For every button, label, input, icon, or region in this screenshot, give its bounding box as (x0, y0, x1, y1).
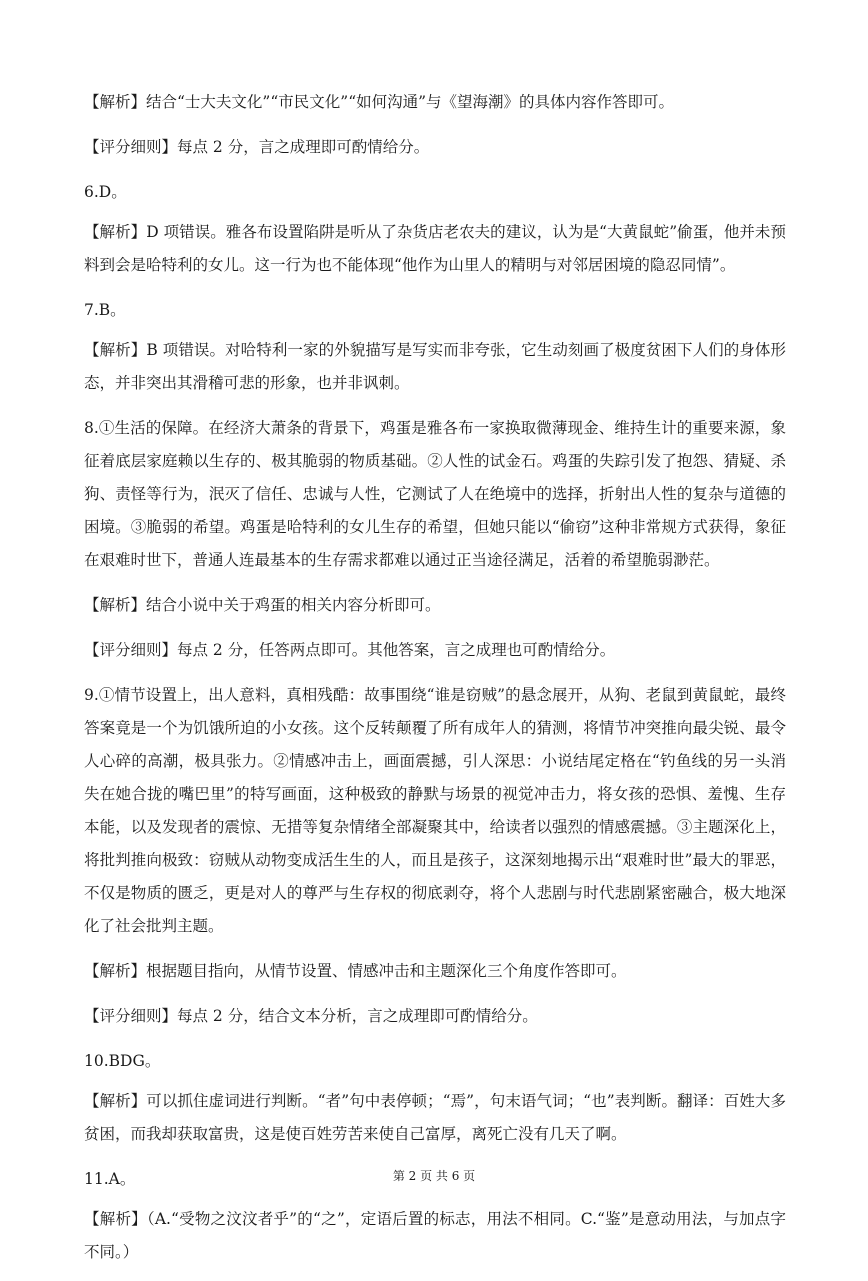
answer-paragraph: 【解析】可以抓住虚词进行判断。“者”句中表停顿；“焉”，句末语气词；“也”表判断。翻译：百姓大多贫困，而我却获取富贵，这是使百姓劳苦来使自己富厚，离死亡没有几天了啊。 (84, 1092, 786, 1143)
answer-paragraph: 【解析】B 项错误。对哈特利一家的外貌描写是写实而非夸张，它生动刻画了极度贫困下人们的身体形态，并非突出其滑稽可悲的形象，也并非讽刺。 (84, 341, 786, 392)
answer-paragraph: 【解析】结合小说中关于鸡蛋的相关内容分析即可。 (84, 596, 441, 614)
document-content (84, 86, 786, 1281)
answer-paragraph: 【评分细则】每点 2 分，任答两点即可。其他答案，言之成理也可酌情给分。 (84, 641, 616, 659)
answer-paragraph: 【解析】根据题目指向，从情节设置、情感冲击和主题深化三个角度作答即可。 (84, 962, 627, 980)
answer-paragraph: 9.①情节设置上，出人意料，真相残酷：故事围绕“谁是窃贼”的悬念展开，从狗、老鼠到黄鼠蛇，最终答案竟是一个为饥饿所迫的小女孩。这个反转颠覆了所有成年人的猜测，将情节冲突推向最尖锐、最令人心碎的高潮，极具张力。②情感冲击上，画面震撼，引人深思：小说结尾定格在“钓鱼线的另一头消失在她合拢的嘴巴里”的特写画面，这种极致的静默与场景的视觉冲击力，将女孩的恐惧、羞愧、生存本能，以及发现者的震惊、无措等复杂情绪全部凝聚其中，给读者以强烈的情感震撼。③主题深化上，将批判推向极致：窃贼从动物变成活生生的人，而且是孩子，这深刻地揭示出“艰难时世”最大的罪恶，不仅是物质的匮乏，更是对人的尊严与生存权的彻底剥夺，将个人悲剧与时代悲剧紧密融合，极大地深化了社会批判主题。 (84, 686, 786, 935)
answer-paragraph: 【评分细则】每点 2 分，结合文本分析，言之成理即可酌情给分。 (84, 1007, 538, 1025)
question-number: 10.BDG。 (84, 1052, 161, 1070)
question-number: 11.A。 (84, 1170, 136, 1188)
answer-paragraph: 【评分细则】每点 2 分，言之成理即可酌情给分。 (84, 138, 430, 156)
question-number: 6.D。 (84, 183, 127, 201)
answer-paragraph: 8.①生活的保障。在经济大萧条的背景下，鸡蛋是雅各布一家换取微薄现金、维持生计的重要来源，象征着底层家庭赖以生存的、极其脆弱的物质基础。②人性的试金石。鸡蛋的失踪引发了抱怨、猜疑、杀狗、责怪等行为，泯灭了信任、忠诚与人性，它测试了人在绝境中的选择，折射出人性的复杂与道德的困境。③脆弱的希望。鸡蛋是哈特利的女儿生存的希望，但她只能以“偷窃”这种非常规方式获得，象征在艰难时世下，普通人连最基本的生存需求都难以通过正当途径满足，活着的希望脆弱渺茫。 (84, 419, 786, 569)
answer-paragraph: 【解析】结合“士大夫文化”“市民文化”“如何沟通”与《望海潮》的具体内容作答即可。 (84, 93, 675, 111)
answer-paragraph: 【解析】（A.“受物之汶汶者乎”的“之”，定语后置的标志，用法不相同。C.“鉴”是意动用法，与加点字不同。） (84, 1210, 786, 1261)
answer-paragraph: 【解析】D 项错误。雅各布设置陷阱是听从了杂货店老农夫的建议，认为是“大黄鼠蛇”偷蛋，他并未预料到会是哈特利的女儿。这一行为也不能体现“他作为山里人的精明与对邻居困境的隐忍同情”。 (84, 223, 786, 274)
question-number: 7.B。 (84, 301, 126, 319)
page-footer: 第 2 页 共 6 页 (392, 1169, 476, 1183)
